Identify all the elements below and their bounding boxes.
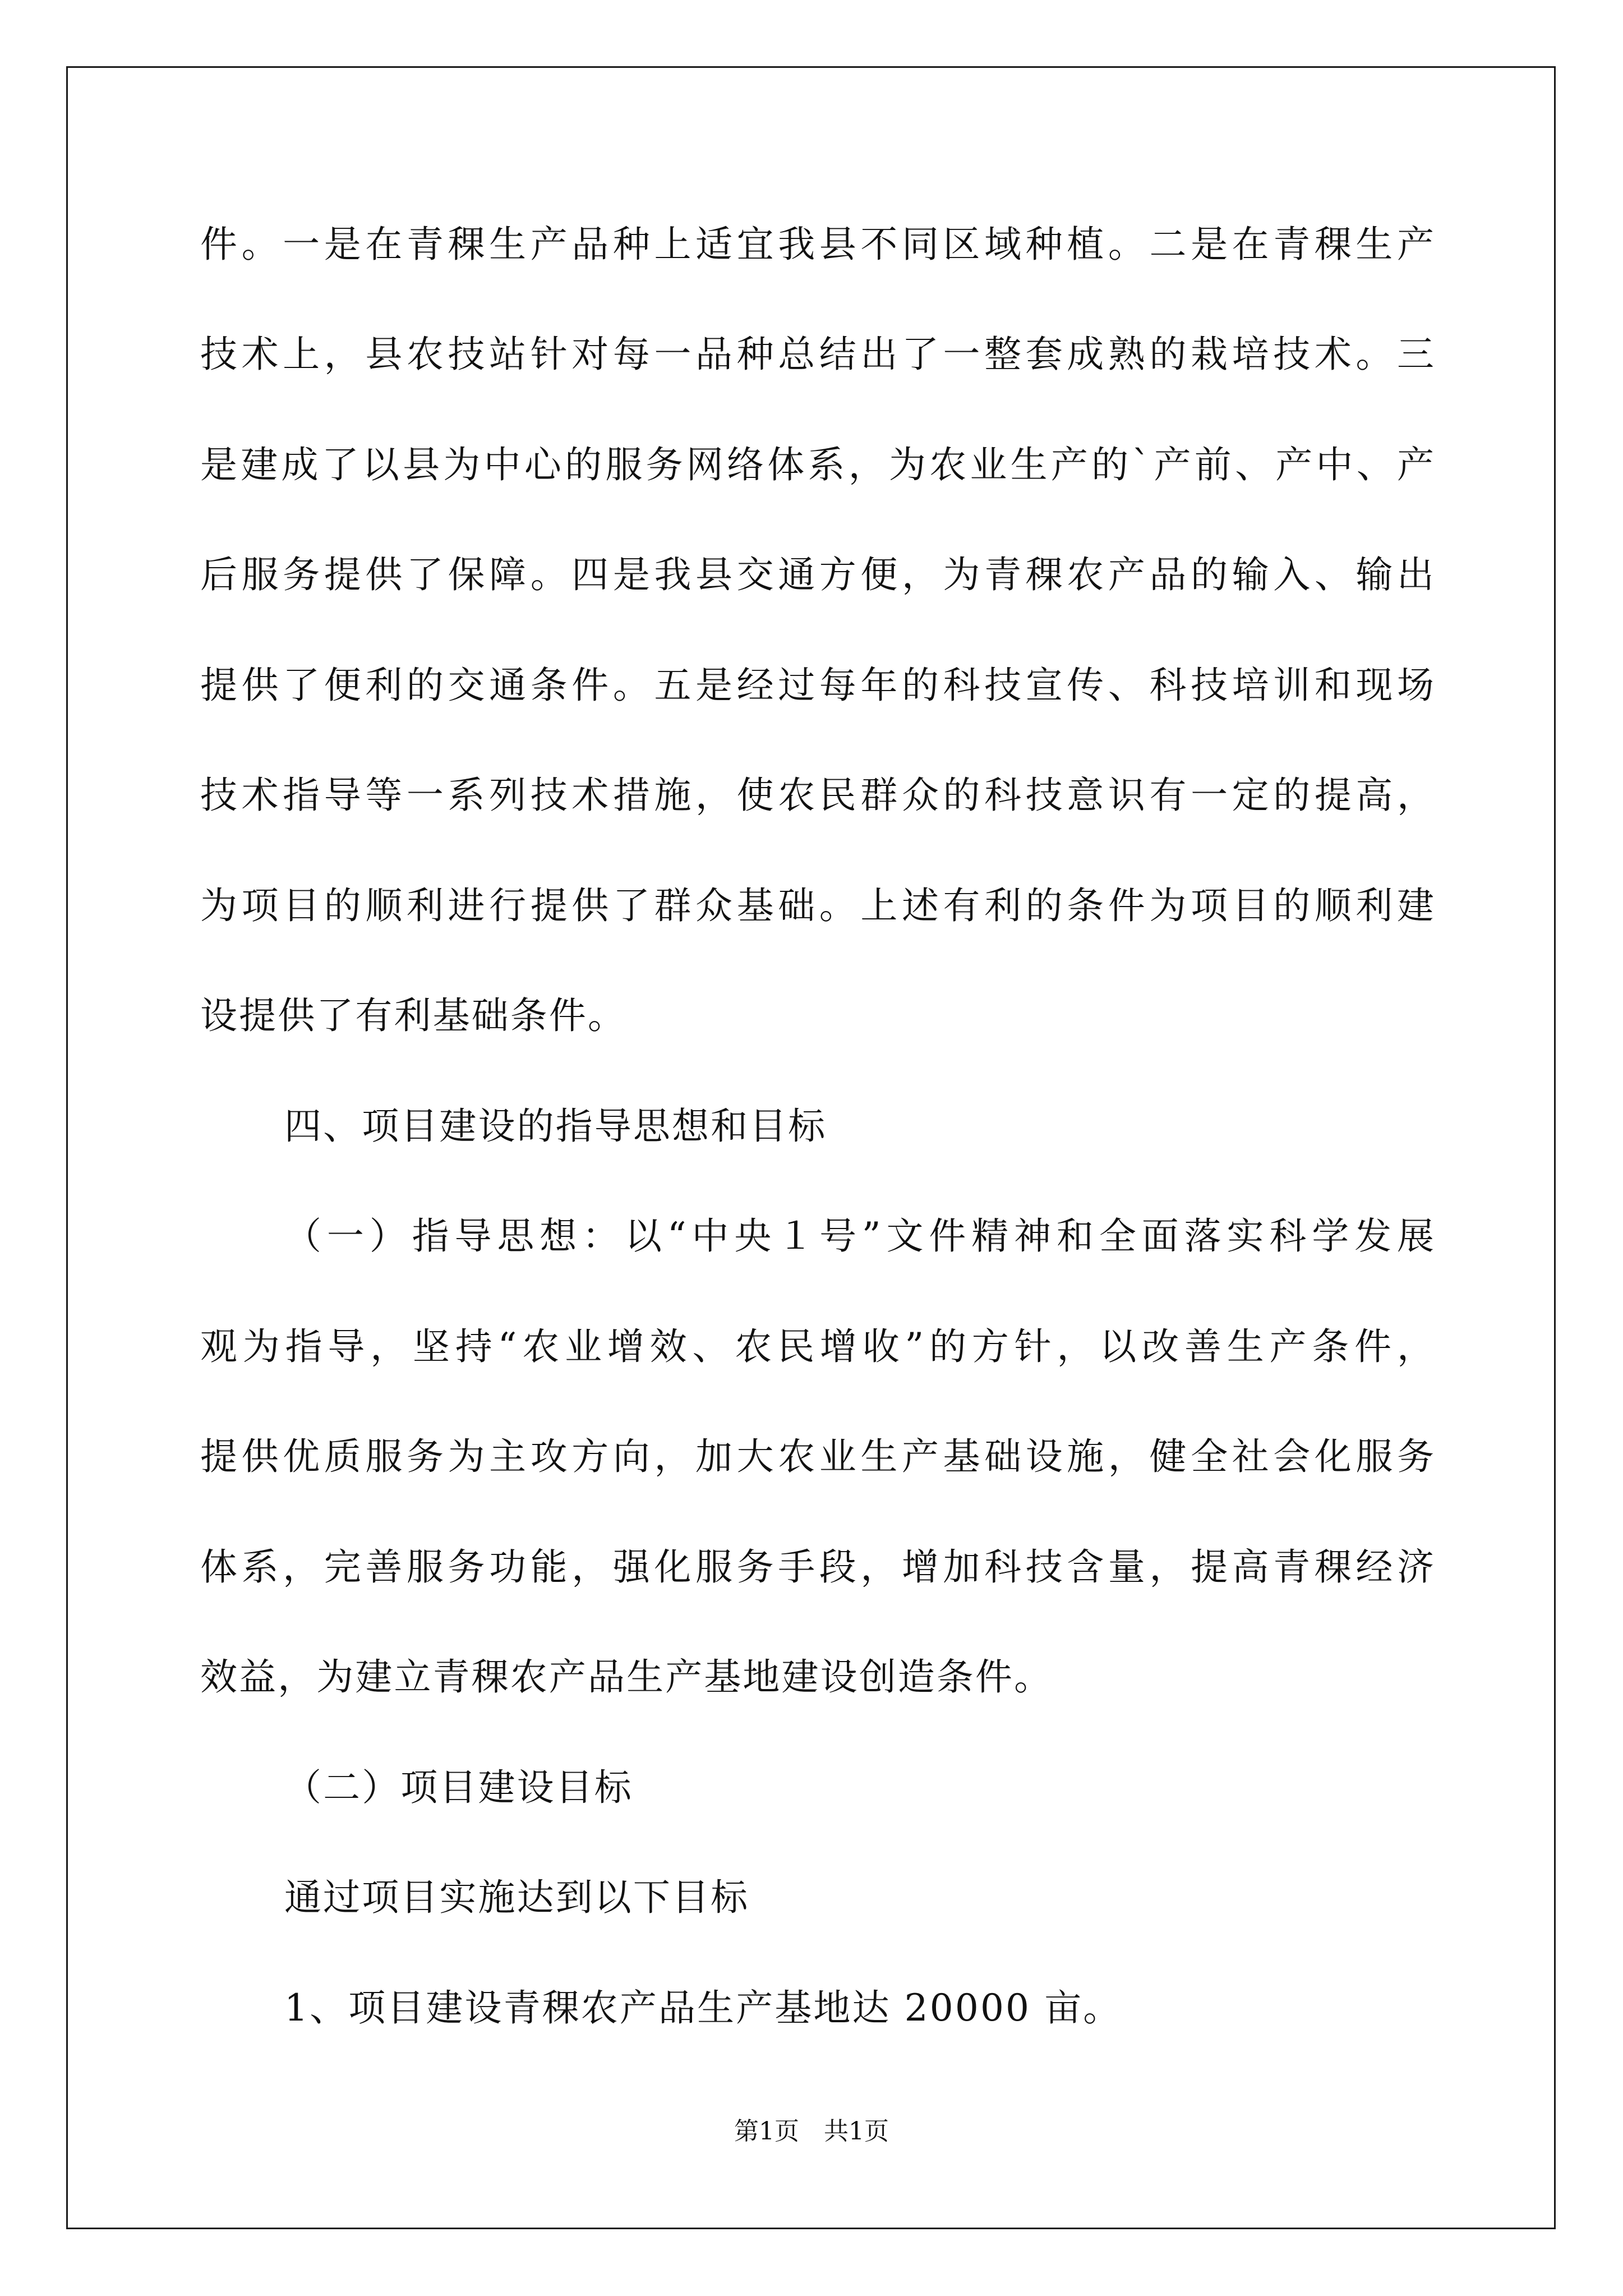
paragraph-line: 观为指导，坚持“农业增效、农民增收”的方针，以改善生产条件，: [200, 1325, 1434, 1368]
paragraph-line: 是建成了以县为中心的服务网络体系，为农业生产的`产前、产中、产: [200, 443, 1434, 486]
section-heading: 四、项目建设的指导思想和目标: [284, 1105, 827, 1148]
paragraph-line: 件。一是在青稞生产品种上适宜我县不同区域种植。二是在青稞生产: [200, 223, 1434, 266]
paragraph-line: 提供了便利的交通条件。五是经过每年的科技宣传、科技培训和现场: [200, 664, 1434, 707]
paragraph-line: （一）指导思想：以“中央１号”文件精神和全面落实科学发展: [284, 1214, 1434, 1258]
goal-item: 1、项目建设青稞农产品生产基地达 20000 亩。: [284, 1986, 1122, 2030]
paragraph-line-last: 效益，为建立青稞农产品生产基地建设创造条件。: [200, 1655, 1053, 1699]
paragraph-line: 技术上，县农技站针对每一品种总结出了一整套成熟的栽培技术。三: [200, 333, 1434, 376]
subheading-goals: （二）项目建设目标: [284, 1766, 633, 1809]
paragraph-line: 后服务提供了保障。四是我县交通方便，为青稞农产品的输入、输出: [200, 553, 1434, 596]
paragraph-line: 为项目的顺利进行提供了群众基础。上述有利的条件为项目的顺利建: [200, 884, 1434, 927]
goals-intro: 通过项目实施达到以下目标: [284, 1876, 750, 1919]
paragraph-line-last: 设提供了有利基础条件。: [200, 994, 627, 1037]
page-number-footer: 第1页 共1页: [734, 2117, 889, 2146]
paragraph-line: 体系，完善服务功能，强化服务手段，增加科技含量，提高青稞经济: [200, 1545, 1434, 1589]
paragraph-line: 技术指导等一系列技术措施，使农民群众的科技意识有一定的提高，: [200, 774, 1434, 817]
paragraph-line: 提供优质服务为主攻方向，加大农业生产基础设施，健全社会化服务: [200, 1435, 1434, 1478]
